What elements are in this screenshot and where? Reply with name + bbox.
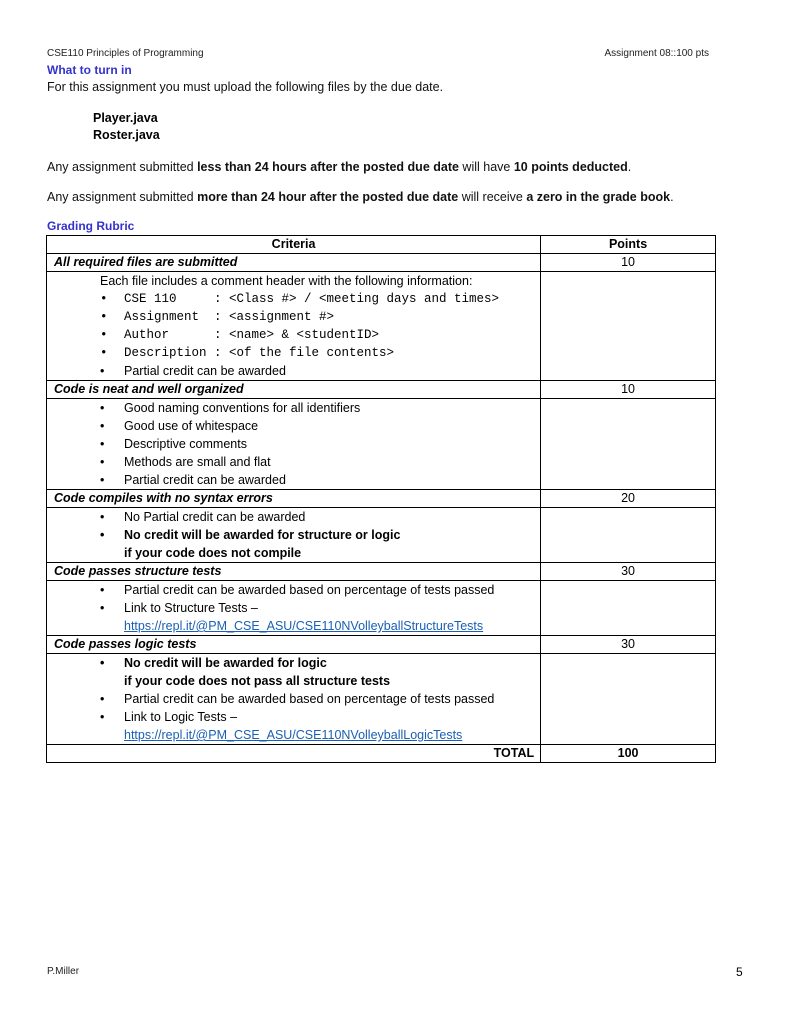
bullet-item: • Methods are small and flat	[47, 453, 540, 471]
bullet-item: • Partial credit can be awarded	[47, 471, 540, 489]
rubric-section-body-row	[47, 581, 716, 636]
section-title: Code passes structure tests	[47, 563, 541, 581]
file-list	[93, 110, 160, 144]
bullet-item: • No Partial credit can be awarded	[47, 508, 540, 526]
total-label: TOTAL	[47, 745, 541, 763]
assignment-header: Assignment 08::100 pts	[604, 48, 709, 59]
section-details	[47, 581, 541, 636]
section-title: Code is neat and well organized	[47, 381, 541, 399]
section-points: 20	[541, 490, 716, 508]
section-title: All required files are submitted	[47, 254, 541, 272]
rubric-section-title-row	[47, 636, 716, 654]
table-header-row	[47, 236, 716, 254]
section-points: 30	[541, 563, 716, 581]
header-field-item: • CSE 110 : <Class #> / <meeting days and times>	[47, 290, 540, 308]
course-header: CSE110 Principles of Programming	[47, 48, 204, 59]
bullet-item: • Link to Structure Tests –	[47, 599, 540, 617]
section-title: Code passes logic tests	[47, 636, 541, 654]
section-points: 10	[541, 254, 716, 272]
section-details	[47, 272, 541, 381]
turn-in-intro: For this assignment you must upload the following files by the due date.	[47, 80, 444, 94]
section-title: Code compiles with no syntax errors	[47, 490, 541, 508]
bullet-item: • Link to Logic Tests –	[47, 708, 540, 726]
file-item: Roster.java	[93, 128, 160, 142]
section-details	[47, 399, 541, 490]
bullet-continuation: if your code does not pass all structure tests	[124, 674, 391, 688]
late-policy-2: Any assignment submitted more than 24 hour after the posted due date will receive a zero in the grade book.	[47, 190, 674, 204]
structure-tests-link[interactable]: https://repl.it/@PM_CSE_ASU/CSE110NVolleyballStructureTests	[124, 619, 484, 633]
rubric-section-title-row	[47, 254, 716, 272]
bullet-item: • Partial credit can be awarded	[47, 362, 540, 380]
total-row	[47, 745, 716, 763]
section-details	[47, 508, 541, 563]
bullet-item: • No credit will be awarded for logic	[47, 654, 540, 672]
bullet-item: • Descriptive comments	[47, 435, 540, 453]
bullet-item: • Partial credit can be awarded based on percentage of tests passed	[47, 581, 540, 599]
header-field-item: • Assignment : <assignment #>	[47, 308, 540, 326]
rubric-section-body-row	[47, 272, 716, 381]
bullet-continuation: if your code does not compile	[124, 546, 302, 560]
logic-tests-link[interactable]: https://repl.it/@PM_CSE_ASU/CSE110NVolleyballLogicTests	[124, 728, 463, 742]
bullet-item: • Good use of whitespace	[47, 417, 540, 435]
grading-rubric-table	[46, 235, 716, 763]
rubric-section-title-row	[47, 381, 716, 399]
rubric-section-body-row	[47, 508, 716, 563]
rubric-section-body-row	[47, 399, 716, 490]
bullet-item: • Good naming conventions for all identifiers	[47, 399, 540, 417]
rubric-section-title-row	[47, 490, 716, 508]
bullet-item: • No credit will be awarded for structure or logic	[47, 526, 540, 544]
late-policy-1: Any assignment submitted less than 24 hours after the posted due date will have 10 points deducted.	[47, 160, 632, 174]
footer-author: P.Miller	[47, 966, 80, 977]
file-item: Player.java	[93, 111, 158, 125]
header-field-item: • Author : <name> & <studentID>	[47, 326, 540, 344]
grading-rubric-heading: Grading Rubric	[47, 219, 135, 233]
what-to-turn-in-heading: What to turn in	[47, 63, 132, 77]
criteria-column-header: Criteria	[47, 236, 541, 254]
rubric-section-body-row	[47, 654, 716, 745]
section-points: 30	[541, 636, 716, 654]
points-column-header: Points	[541, 236, 716, 254]
page-number: 5	[736, 965, 743, 979]
header-field-item: • Description : <of the file contents>	[47, 344, 540, 362]
section-points: 10	[541, 381, 716, 399]
section-intro: Each file includes a comment header with the following information:	[100, 274, 473, 288]
rubric-section-title-row	[47, 563, 716, 581]
bullet-item: • Partial credit can be awarded based on percentage of tests passed	[47, 690, 540, 708]
section-details	[47, 654, 541, 745]
total-points: 100	[541, 745, 716, 763]
